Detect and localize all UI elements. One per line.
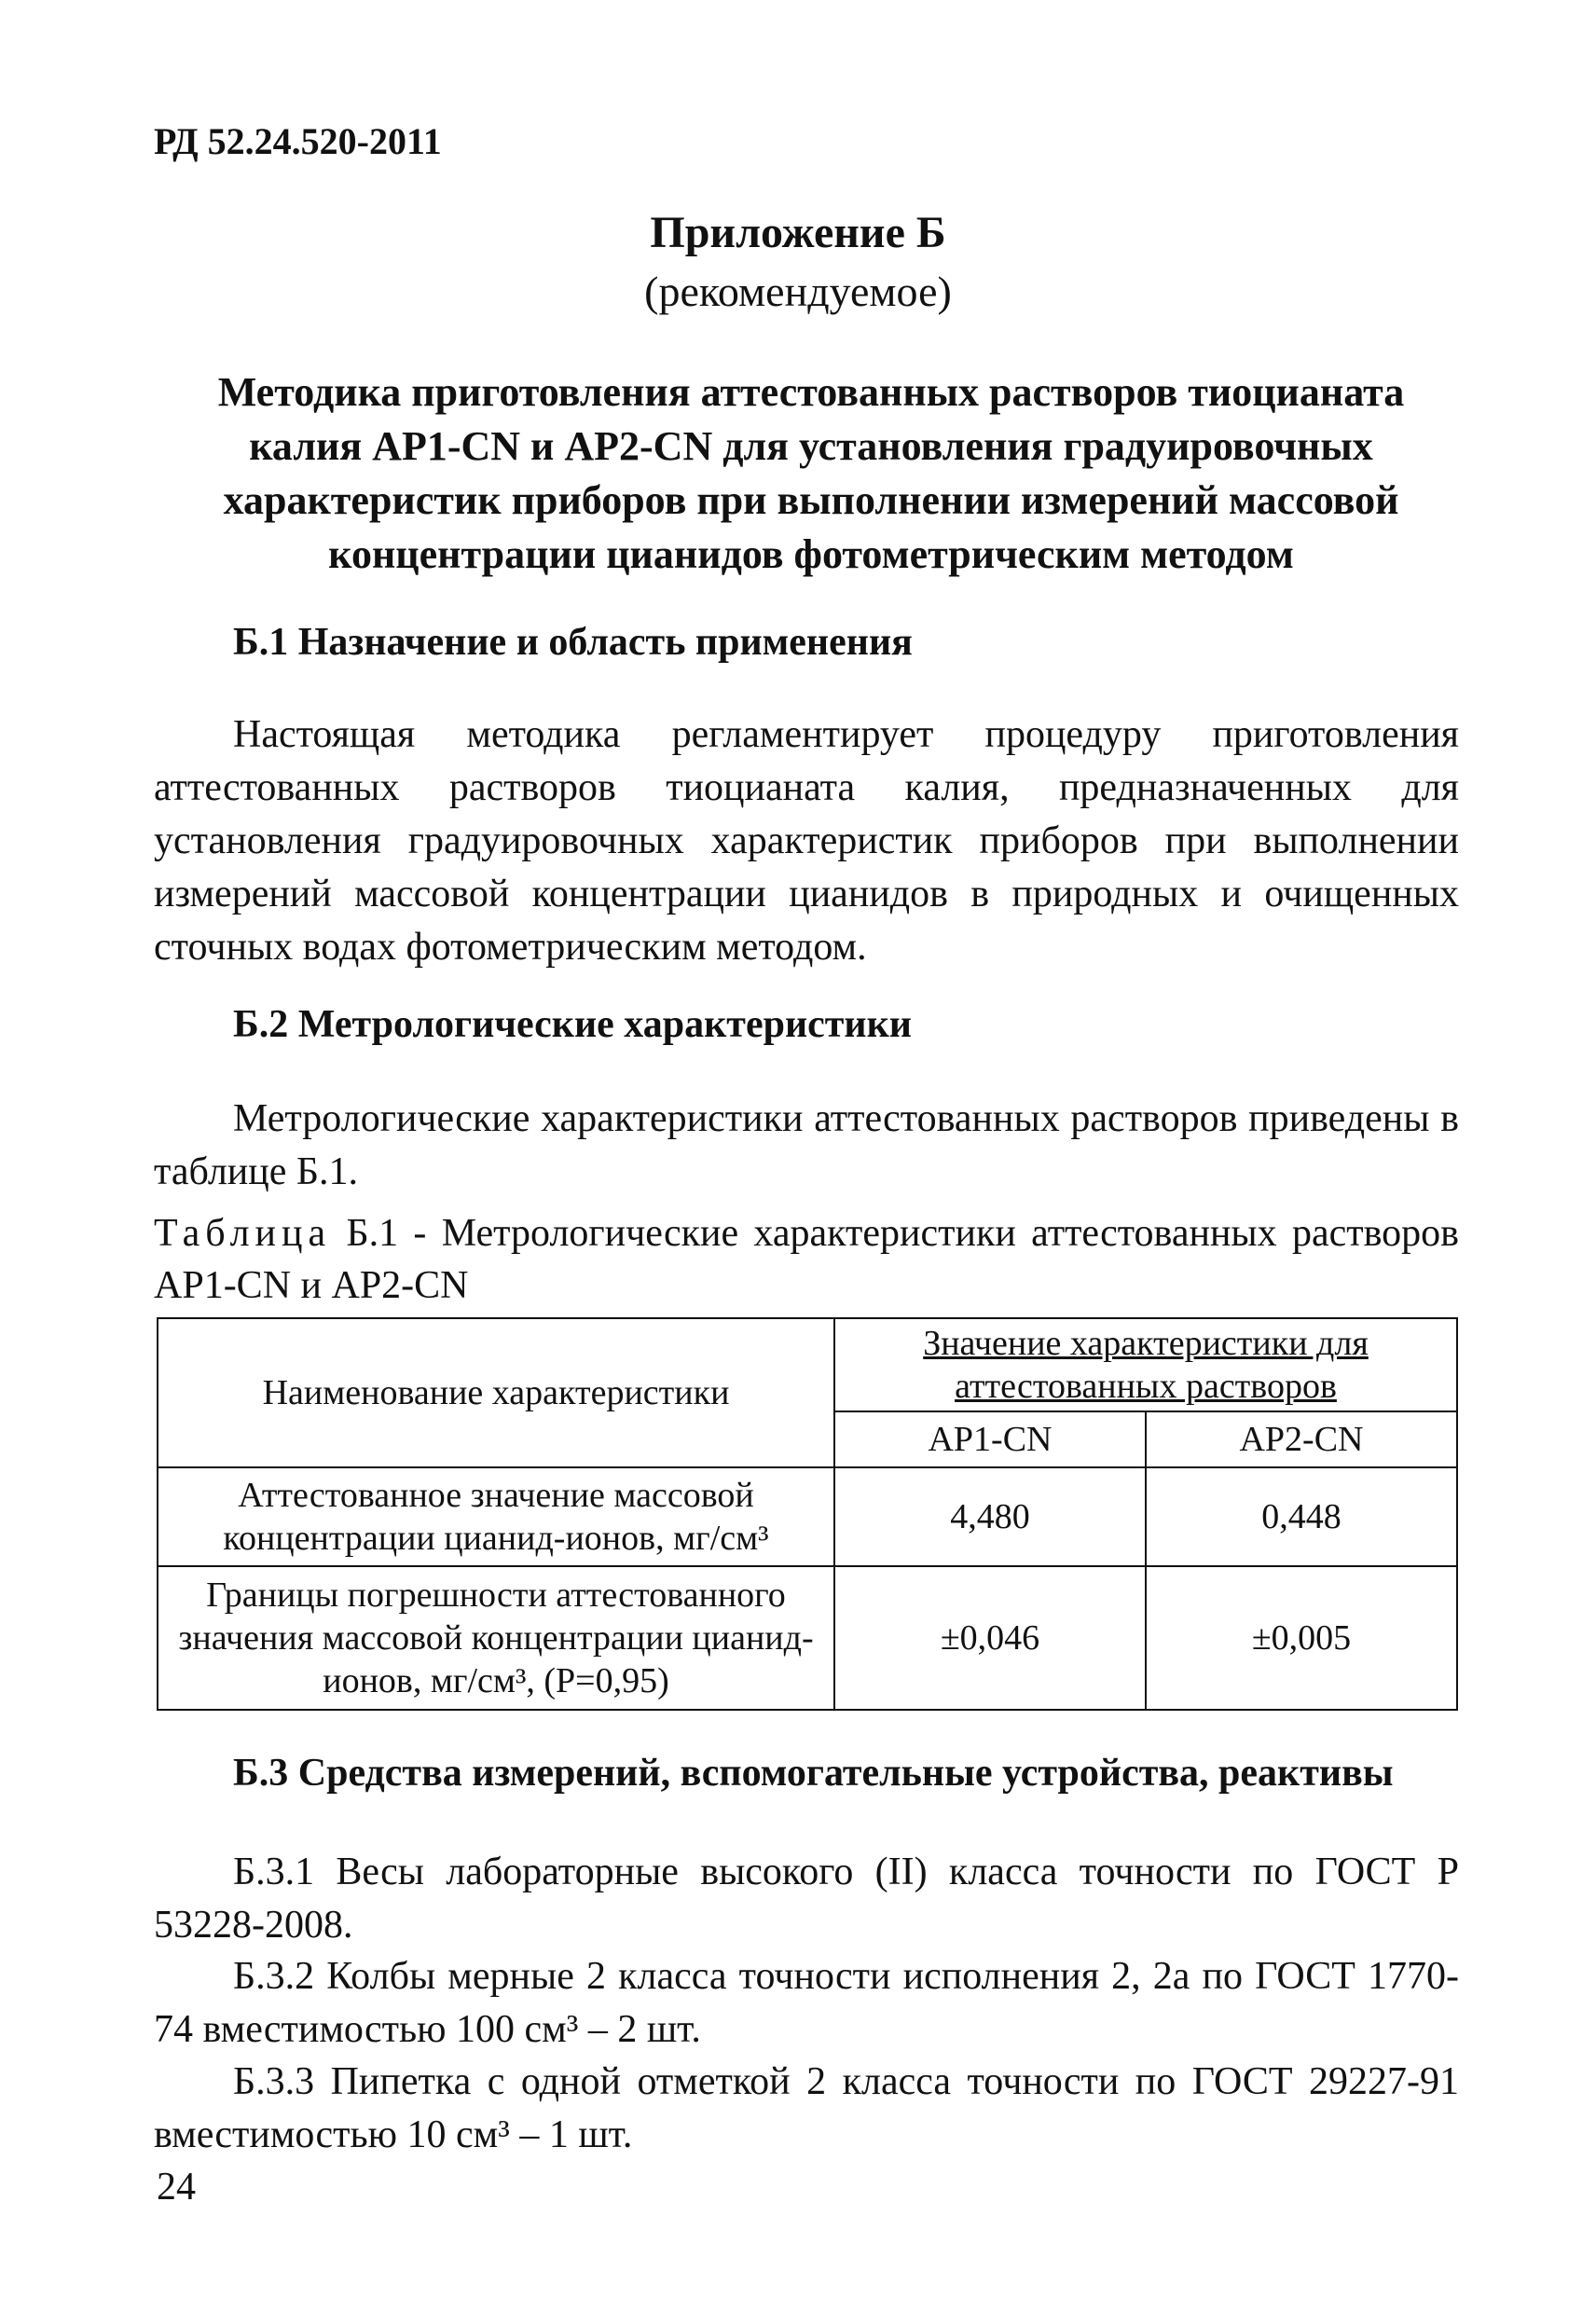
- table-cell-ap1: ±0,046: [834, 1566, 1146, 1710]
- table-caption-label: Таблица: [154, 1212, 332, 1255]
- table-cell-name: Границы погрешности аттестованного значения массовой концентрации цианид-ионов, мг/см³, (Р=0,95): [158, 1566, 834, 1710]
- table-caption-text: Б.1 - Метрологические характеристики аттестованных растворов АР1-CN и АР2-CN: [154, 1212, 1459, 1307]
- table-cell-ap1: 4,480: [834, 1467, 1146, 1566]
- table-header-group-label: Значение характеристики для аттестованных растворов: [923, 1324, 1369, 1406]
- list-item: [154, 1846, 1459, 1952]
- section-text-b1: [154, 709, 1459, 974]
- section-text-b2-body: Метрологические характеристики аттестованных растворов приведены в таблице Б.1.: [154, 1097, 1459, 1193]
- list-item: [154, 1950, 1459, 2057]
- section-heading-b2: Б.2 Метрологические характеристики: [233, 1003, 913, 1046]
- table-row: [158, 1467, 1457, 1566]
- section-text-b2: [154, 1093, 1459, 1199]
- list-item-text: Б.3.2 Колбы мерные 2 класса точности исполнения 2, 2а по ГОСТ 1770-74 вместимостью 100 см³ – 2 шт.: [154, 1955, 1459, 2051]
- page-number: 24: [157, 2166, 196, 2209]
- method-title: Методика приготовления аттестованных растворов тиоцианата калия АР1-CN и АР2-CN для установления градуировочных характеристик приборов при выполнении измерений массовой концентрации цианидов фотометрическим методом: [217, 369, 1405, 577]
- table-header-ap1: АР1-CN: [834, 1411, 1146, 1467]
- table-cell-ap2: ±0,005: [1146, 1566, 1457, 1710]
- table-header-group: [834, 1318, 1457, 1411]
- section-heading-b3: Б.3 Средства измерений, вспомогательные устройства, реактивы: [233, 1752, 1394, 1795]
- table-header-ap2: АР2-CN: [1146, 1411, 1457, 1467]
- table-header-name: Наименование характеристики: [158, 1318, 834, 1467]
- metrology-table: [157, 1317, 1458, 1711]
- list-item-text: Б.3.1 Весы лабораторные высокого (II) класса точности по ГОСТ Р 53228-2008.: [154, 1851, 1459, 1947]
- section-text-b1-body: Настоящая методика регламентирует процедуру приготовления аттестованных растворов тиоцианата калия, предназначенных для установления градуировочных характеристик приборов при выполнении измерений массовой концентрации цианидов в природных и очищенных сточных водах фотометрическим методом.: [154, 713, 1459, 969]
- table-cell-name: Аттестованное значение массовой концентрации цианид-ионов, мг/см³: [158, 1467, 834, 1566]
- list-item-text: Б.3.3 Пипетка с одной отметкой 2 класса точности по ГОСТ 29227-91 вместимостью 10 см³ – 1 шт.: [154, 2060, 1459, 2156]
- section-heading-b1: Б.1 Назначение и область применения: [233, 621, 913, 664]
- table-cell-ap2: 0,448: [1146, 1467, 1457, 1566]
- appendix-subtitle: (рекомендуемое): [644, 268, 952, 315]
- document-number: РД 52.24.520-2011: [154, 120, 442, 162]
- list-item: [154, 2056, 1459, 2162]
- table-caption: [154, 1207, 1459, 1312]
- table-row: [158, 1566, 1457, 1710]
- appendix-title: Приложение Б: [650, 208, 946, 257]
